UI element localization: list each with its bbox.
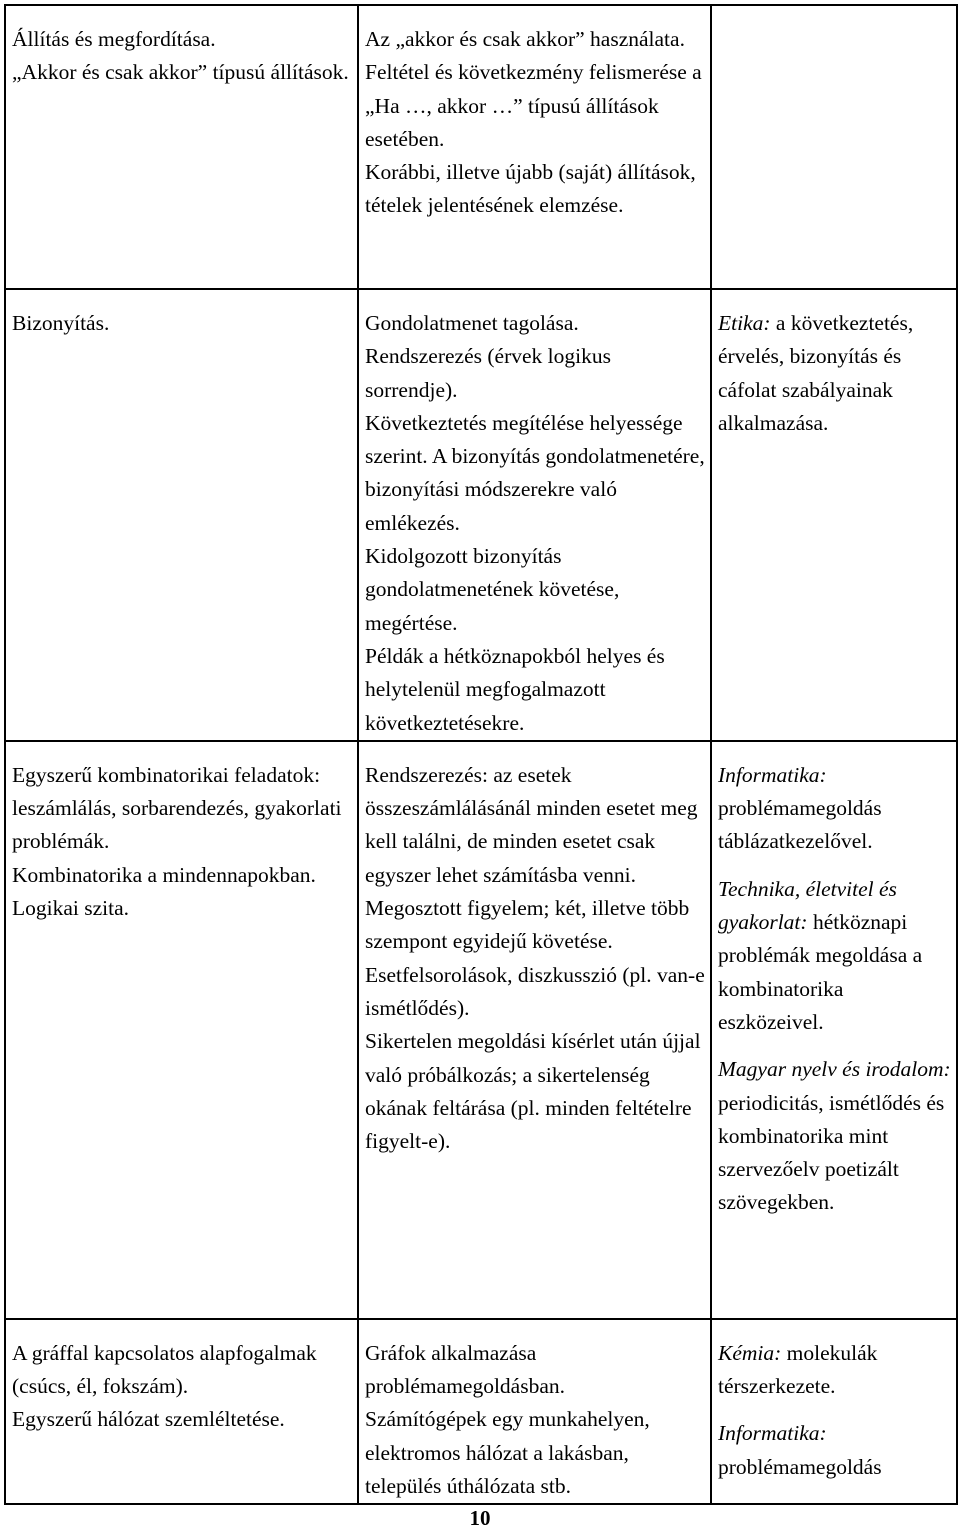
table-row (5, 1319, 957, 1504)
link-subject: Etika: (718, 311, 771, 335)
activity-text: Következtetés megítélése helyessége szerint. A bizonyítás gondolatmenetére, bizonyítási módszerekre való emlékezés. (365, 410, 705, 535)
link-subject: Informatika: (718, 1421, 827, 1446)
link-subject: Kémia: (718, 1340, 782, 1365)
cross-link (718, 759, 952, 859)
activity-text: Gráfok alkalmazása problémamegoldásban. (365, 1340, 566, 1399)
table-row (5, 289, 957, 741)
curriculum-table (4, 4, 958, 1505)
topic-cell (5, 741, 358, 1319)
topic-text: Egyszerű hálózat szemléltetése. (12, 1407, 285, 1432)
link-text: molekulák térszerkezete. (718, 1340, 878, 1399)
links-cell (711, 741, 957, 1319)
table-row (5, 741, 957, 1319)
link-text: periodicitás, ismétlődés és kombinatorika mint szervezőelv poetizált szövegekben. (718, 1090, 945, 1215)
link-text: hétköznapi problémák megoldása a kombinatorika eszközeivel. (718, 910, 923, 1034)
activity-text: Rendszerezés: az esetek összeszámlálásánál minden esetet meg kell találni, de minden esetet csak egyszer lehet számításba venni. Megosztott figyelem; két, illetve több szempont egyidejű követése. Esetfelsorolások, diszkusszió (pl. van-e ismétlődés). (365, 762, 705, 1020)
activity-text: Gondolatmenet tagolása. (365, 311, 579, 335)
topic-text: Kombinatorika a mindennapokban. Logikai szita. (12, 862, 316, 921)
cross-link (718, 307, 952, 440)
links-cell (711, 289, 957, 741)
cross-link (718, 1417, 952, 1484)
table-row (5, 5, 957, 289)
activity-cell (358, 741, 711, 1319)
activity-text: Példák a hétköznapokból helyes és helytelenül megfogalmazott következtetésekre. (365, 643, 665, 735)
links-cell (711, 1319, 957, 1504)
activity-text: Kidolgozott bizonyítás gondolatmenetének követése, megértése. (365, 544, 620, 635)
topic-text: „Akkor és csak akkor” típusú állítások. (12, 60, 349, 85)
activity-text: Számítógépek egy munkahelyen, elektromos hálózat a lakásban, település úthálózata stb. (365, 1407, 650, 1499)
activity-cell (358, 289, 711, 741)
topic-cell (5, 1319, 358, 1504)
cross-link (718, 1337, 952, 1404)
activity-text: Rendszerezés (érvek logikus sorrendje). (365, 344, 611, 402)
link-subject: Magyar nyelv és irodalom: (718, 1057, 951, 1082)
link-text: a következtetés, érvelés, bizonyítás és cáfolat szabályainak alkalmazása. (718, 311, 914, 435)
topic-cell (5, 289, 358, 741)
link-subject: Technika, életvitel és gyakorlat: (718, 876, 897, 935)
page-number: 10 (469, 1506, 491, 1530)
topic-text: Állítás és megfordítása. (12, 27, 216, 51)
activity-text: Korábbi, illetve újabb (saját) állítások, tételek jelentésének elemzése. (365, 160, 696, 218)
activity-cell (358, 1319, 711, 1504)
topic-text: A gráffal kapcsolatos alapfogalmak (csúcs, él, fokszám). (12, 1340, 317, 1399)
activity-cell (358, 5, 711, 289)
topic-cell (5, 5, 358, 289)
topic-text: Bizonyítás. (12, 311, 110, 335)
cross-link (718, 873, 952, 1039)
link-text: problémamegoldás (718, 1454, 882, 1479)
links-cell (711, 5, 957, 289)
activity-text: Sikertelen megoldási kísérlet után újjal való próbálkozás; a sikertelenség okának feltárása (pl. minden feltételre figyelt-e). (365, 1029, 701, 1154)
link-text: problémamegoldás táblázatkezelővel. (718, 796, 882, 854)
activity-text: Az „akkor és csak akkor” használata. Feltétel és következmény felismerése a „Ha …, akkor …” típusú állítások esetében. (365, 27, 702, 151)
link-subject: Informatika: (718, 762, 827, 787)
cross-link (718, 1053, 952, 1219)
topic-text: Egyszerű kombinatorikai feladatok: leszámlálás, sorbarendezés, gyakorlati problémák. (12, 762, 342, 854)
